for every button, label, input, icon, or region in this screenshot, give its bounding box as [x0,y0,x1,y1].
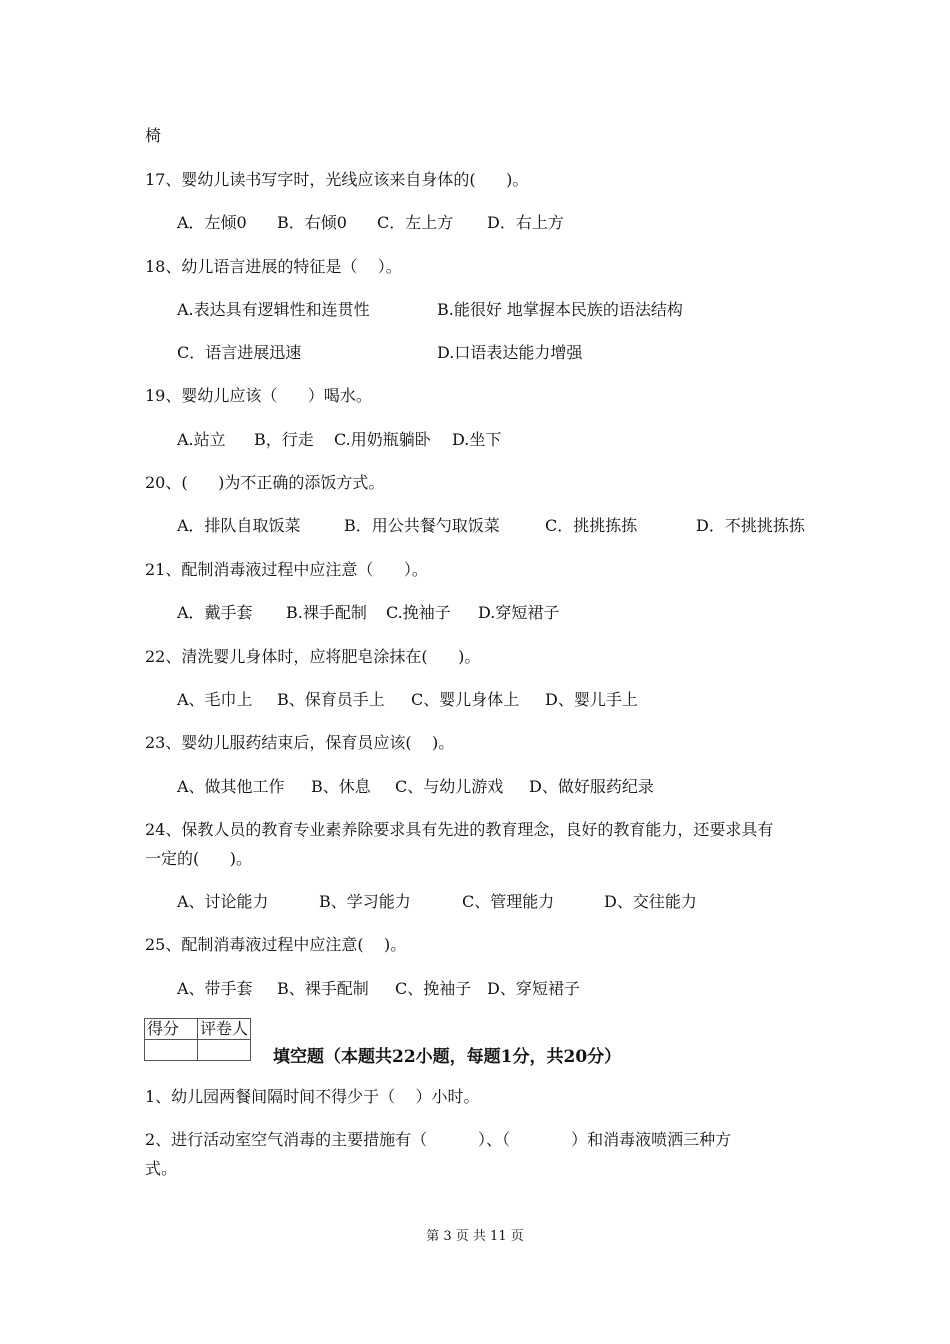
q22-option-b: B、保育员手上 [277,690,385,709]
question-21-stem: 21、配制消毒液过程中应注意（ ）。 [145,560,428,579]
q24-option-b: B、学习能力 [319,892,411,911]
fill-question-1: 1、幼儿园两餐间隔时间不得少于（ ）小时。 [145,1087,480,1106]
q21-option-a: A．戴手套 [177,603,253,622]
q25-option-b: B、裸手配制 [277,979,369,998]
q24-option-d: D、交往能力 [604,892,697,911]
q18-option-c: C．语言进展迅速 [177,343,302,362]
question-22-stem: 22、清洗婴儿身体时，应将肥皂涂抹在( )。 [145,647,481,666]
fill-question-2-cont: 式。 [145,1159,178,1178]
q20-option-a: A．排队自取饭菜 [177,516,301,535]
q19-option-b: B，行走 [254,430,314,449]
grader-cell [198,1040,251,1061]
question-19-stem: 19、婴幼儿应该（ ）喝水。 [145,386,372,405]
q23-option-c: C、与幼儿游戏 [395,777,504,796]
q22-option-d: D、婴儿手上 [545,690,638,709]
q24-option-a: A、讨论能力 [177,892,269,911]
q21-option-c: C.挽袖子 [386,603,451,622]
question-24-stem: 24、保教人员的教育专业素养除要求具有先进的教育理念，良好的教育能力，还要求具有 [145,820,774,839]
q17-option-c: C．左上方 [377,213,454,232]
question-23-stem: 23、婴幼儿服药结束后，保育员应该( )。 [145,733,455,752]
q18-option-b: B.能很好 地掌握本民族的语法结构 [437,300,683,319]
q24-option-c: C、管理能力 [462,892,555,911]
q22-option-c: C、婴儿身体上 [411,690,520,709]
score-table [144,1018,251,1061]
q18-option-a: A.表达具有逻辑性和连贯性 [177,300,370,319]
grader-header: 评卷人 [198,1019,251,1040]
page-footer: 第 3 页 共 11 页 [426,1229,524,1244]
q19-option-d: D.坐下 [452,430,502,449]
q22-option-a: A、毛巾上 [177,690,253,709]
q20-option-c: C．挑挑拣拣 [545,516,638,535]
q20-option-b: B．用公共餐勺取饭菜 [344,516,500,535]
q21-option-d: D.穿短裙子 [478,603,560,622]
score-header: 得分 [145,1019,198,1040]
question-20-stem: 20、( )为不正确的添饭方式。 [145,473,385,492]
q25-option-a: A、带手套 [177,979,253,998]
q17-option-a: A．左倾0 [177,213,247,232]
q17-option-d: D．右上方 [487,213,564,232]
question-25-stem: 25、配制消毒液过程中应注意( )。 [145,935,407,954]
q23-option-a: A、做其他工作 [177,777,285,796]
q25-option-d: D、穿短裙子 [487,979,580,998]
q20-option-d: D．不挑挑拣拣 [696,516,805,535]
question-17-stem: 17、婴幼儿读书写字时，光线应该来自身体的( )。 [145,170,529,189]
question-18-stem: 18、幼儿语言进展的特征是（ ）。 [145,257,402,276]
q23-option-d: D、做好服药纪录 [529,777,654,796]
section-title: 填空题（本题共22小题，每题1分，共20分） [273,1047,622,1067]
fill-question-2: 2、进行活动室空气消毒的主要措施有（ ）、（ ）和消毒液喷洒三种方 [145,1130,732,1149]
q18-option-d: D.口语表达能力增强 [437,343,583,362]
question-24-stem-cont: 一定的( )。 [145,849,253,868]
q21-option-b: B.裸手配制 [286,603,367,622]
q25-option-c: C、挽袖子 [395,979,472,998]
q19-option-a: A.站立 [177,430,226,449]
score-cell [145,1040,198,1061]
q17-option-b: B．右倾0 [277,213,347,232]
continuation-text: 椅 [145,126,162,145]
q19-option-c: C.用奶瓶躺卧 [334,430,431,449]
q23-option-b: B、休息 [311,777,371,796]
